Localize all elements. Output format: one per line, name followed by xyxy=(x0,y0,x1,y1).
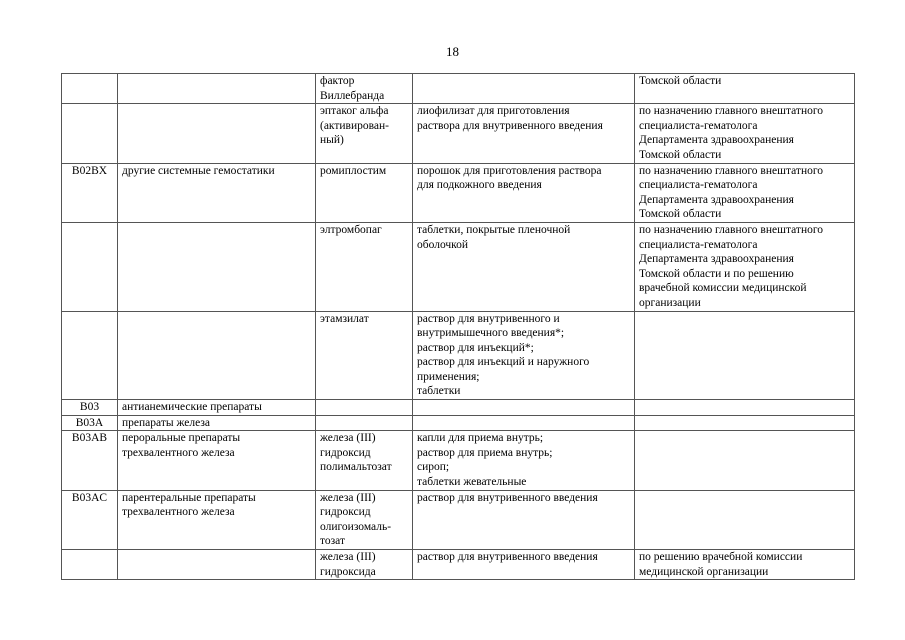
group-name-cell xyxy=(118,163,316,222)
dosage-form-cell xyxy=(413,550,635,580)
cell-line: ромиплостим xyxy=(320,164,387,177)
cell-line: Департамента здравоохранения xyxy=(639,134,794,147)
drug-name-cell xyxy=(316,550,413,580)
cell-line: организации xyxy=(639,296,701,309)
cell-line: антианемические препараты xyxy=(122,401,262,414)
cell-line: Виллебранда xyxy=(320,89,385,102)
cell-line: раствор для внутривенного введения xyxy=(417,491,598,504)
note-cell xyxy=(635,550,855,580)
cell-line: трехвалентного железа xyxy=(122,506,235,519)
table-row xyxy=(62,104,855,163)
note-cell xyxy=(635,431,855,490)
dosage-form-cell xyxy=(413,431,635,490)
cell-line: раствор для внутривенного и xyxy=(417,312,560,325)
group-name-cell xyxy=(118,431,316,490)
note-cell xyxy=(635,311,855,400)
cell-line: по назначению главного внештатного xyxy=(639,105,824,118)
cell-line: (активирован- xyxy=(320,119,389,132)
atc-code-cell xyxy=(62,222,118,311)
cell-line: врачебной комиссии медицинской xyxy=(639,282,807,295)
cell-line: олигоизомаль- xyxy=(320,520,392,533)
drug-name-cell xyxy=(316,490,413,549)
cell-line: Департамента здравоохранения xyxy=(639,193,794,206)
note-cell xyxy=(635,74,855,104)
cell-line: оболочкой xyxy=(417,238,469,251)
atc-code-cell xyxy=(62,311,118,400)
cell-line: Томской области xyxy=(639,148,722,161)
group-name-cell xyxy=(118,415,316,431)
group-name-cell xyxy=(118,222,316,311)
cell-line: раствор для инъекций*; xyxy=(417,341,534,354)
cell-line: Томской области xyxy=(639,208,722,221)
cell-line: раствор для внутривенного введения xyxy=(417,551,598,563)
drug-name-cell xyxy=(316,222,413,311)
atc-code-cell: B02BX xyxy=(62,163,118,222)
cell-line: таблетки, покрытые пленочной xyxy=(417,223,571,236)
table-body xyxy=(62,74,855,580)
drug-name-cell xyxy=(316,104,413,163)
cell-line: этамзилат xyxy=(320,312,369,325)
atc-code-cell: B03AB xyxy=(62,431,118,490)
cell-line: Департамента здравоохранения xyxy=(639,253,794,266)
cell-line: тозат xyxy=(320,535,345,548)
cell-line: полимальтозат xyxy=(320,461,392,474)
cell-line: фактор xyxy=(320,75,355,87)
table-row xyxy=(62,74,855,104)
dosage-form-cell xyxy=(413,74,635,104)
cell-line: по назначению главного внештатного xyxy=(639,223,824,236)
cell-line: раствор для инъекций и наружного xyxy=(417,356,590,369)
note-cell xyxy=(635,163,855,222)
cell-line: специалиста-гематолога xyxy=(639,179,758,192)
cell-line: сироп; xyxy=(417,461,450,474)
cell-line: специалиста-гематолога xyxy=(639,238,758,251)
drug-name-cell xyxy=(316,74,413,104)
cell-line: порошок для приготовления раствора xyxy=(417,164,602,177)
cell-line: раствора для внутривенного введения xyxy=(417,119,603,132)
table-row xyxy=(62,550,855,580)
dosage-form-cell xyxy=(413,415,635,431)
page-number: 18 xyxy=(446,44,459,59)
dosage-form-cell xyxy=(413,163,635,222)
drug-name-cell xyxy=(316,400,413,416)
cell-line: лиофилизат для приготовления xyxy=(417,105,570,118)
group-name-cell xyxy=(118,550,316,580)
cell-line: внутримышечного введения*; xyxy=(417,327,565,340)
cell-line: железа (III) xyxy=(320,432,376,445)
cell-line: гидроксид xyxy=(320,446,371,459)
cell-line: Томской области xyxy=(639,75,722,87)
table-row xyxy=(62,311,855,400)
group-name-cell xyxy=(118,400,316,416)
table-row xyxy=(62,431,855,490)
cell-line: по назначению главного внештатного xyxy=(639,164,824,177)
drug-name-cell xyxy=(316,431,413,490)
cell-line: раствор для приема внутрь; xyxy=(417,446,553,459)
dosage-form-cell xyxy=(413,222,635,311)
cell-line: таблетки жевательные xyxy=(417,476,527,489)
cell-line: трехвалентного железа xyxy=(122,446,235,459)
cell-line: Томской области и по решению xyxy=(639,267,794,280)
cell-line: пероральные препараты xyxy=(122,432,241,445)
table-row xyxy=(62,400,855,416)
cell-line: железа (III) xyxy=(320,551,376,563)
dosage-form-cell xyxy=(413,311,635,400)
note-cell xyxy=(635,104,855,163)
cell-line: по решению врачебной комиссии xyxy=(639,551,803,563)
atc-code-cell: B03A xyxy=(62,415,118,431)
cell-line: элтромбопаг xyxy=(320,223,382,236)
cell-line: медицинской организации xyxy=(639,565,769,578)
table-row xyxy=(62,222,855,311)
cell-line: гидроксид xyxy=(320,506,371,519)
cell-line: капли для приема внутрь; xyxy=(417,432,544,445)
table-row xyxy=(62,490,855,549)
drug-list-table xyxy=(61,73,855,580)
group-name-cell xyxy=(118,490,316,549)
dosage-form-cell xyxy=(413,104,635,163)
cell-line: гидроксида xyxy=(320,565,376,578)
note-cell xyxy=(635,222,855,311)
note-cell xyxy=(635,490,855,549)
group-name-cell xyxy=(118,74,316,104)
cell-line: парентеральные препараты xyxy=(122,491,256,504)
table-row xyxy=(62,415,855,431)
note-cell xyxy=(635,415,855,431)
cell-line: специалиста-гематолога xyxy=(639,119,758,132)
cell-line: препараты железа xyxy=(122,416,210,429)
group-name-cell xyxy=(118,311,316,400)
cell-line: ный) xyxy=(320,134,344,147)
cell-line: таблетки xyxy=(417,385,461,398)
group-name-cell xyxy=(118,104,316,163)
cell-line: другие системные гемостатики xyxy=(122,164,275,177)
atc-code-cell: B03AC xyxy=(62,490,118,549)
note-cell xyxy=(635,400,855,416)
drug-name-cell xyxy=(316,415,413,431)
cell-line: эптаког альфа xyxy=(320,105,389,118)
drug-name-cell xyxy=(316,163,413,222)
atc-code-cell xyxy=(62,104,118,163)
atc-code-cell xyxy=(62,550,118,580)
cell-line: для подкожного введения xyxy=(417,179,542,192)
dosage-form-cell xyxy=(413,490,635,549)
cell-line: железа (III) xyxy=(320,491,376,504)
table-row xyxy=(62,163,855,222)
dosage-form-cell xyxy=(413,400,635,416)
cell-line: применения; xyxy=(417,370,480,383)
drug-name-cell xyxy=(316,311,413,400)
atc-code-cell: B03 xyxy=(62,400,118,416)
atc-code-cell xyxy=(62,74,118,104)
